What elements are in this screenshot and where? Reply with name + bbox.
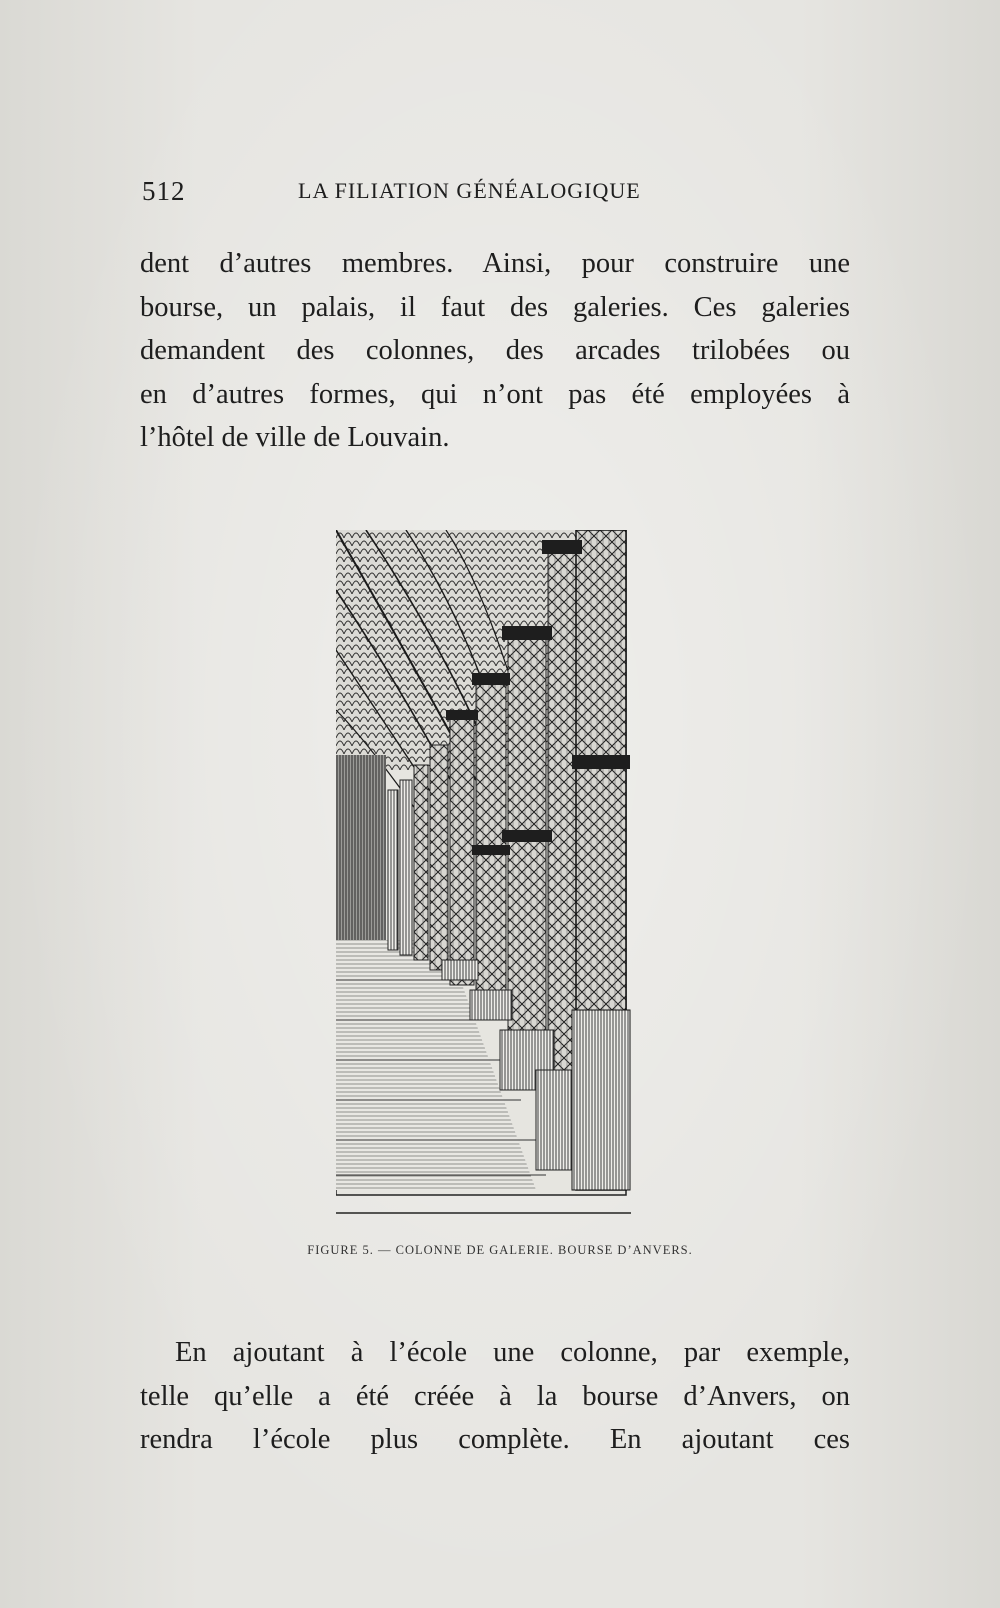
figure-caption: FIGURE 5. — COLONNE DE GALERIE. BOURSE D’ANVERS. bbox=[307, 1243, 693, 1257]
text-line: en d’autres formes, qui n’ont pas été employées à bbox=[140, 378, 850, 410]
text-line: telle qu’elle a été créée à la bourse d’Anvers, on bbox=[140, 1380, 850, 1412]
page-number: 512 bbox=[142, 176, 186, 206]
dark-distance bbox=[336, 755, 386, 940]
paragraph-2 bbox=[140, 1331, 850, 1462]
text-line: rendra l’école plus complète. En ajoutant ces bbox=[140, 1424, 850, 1455]
text-line: En ajoutant à l’école une colonne, par exemple, bbox=[175, 1337, 850, 1368]
engraving-illustration bbox=[336, 530, 636, 1230]
text-line: dent d’autres membres. Ainsi, pour construire une bbox=[140, 248, 850, 279]
running-title: LA FILIATION GÉNÉALOGIQUE bbox=[298, 178, 641, 203]
text-line: bourse, un palais, il faut des galeries. Ces galeries bbox=[140, 291, 850, 323]
running-head bbox=[140, 176, 850, 212]
text-line: l’hôtel de ville de Louvain. bbox=[140, 422, 450, 453]
text-line: demandent des colonnes, des arcades trilobées ou bbox=[140, 335, 850, 366]
paragraph-1 bbox=[140, 242, 850, 460]
